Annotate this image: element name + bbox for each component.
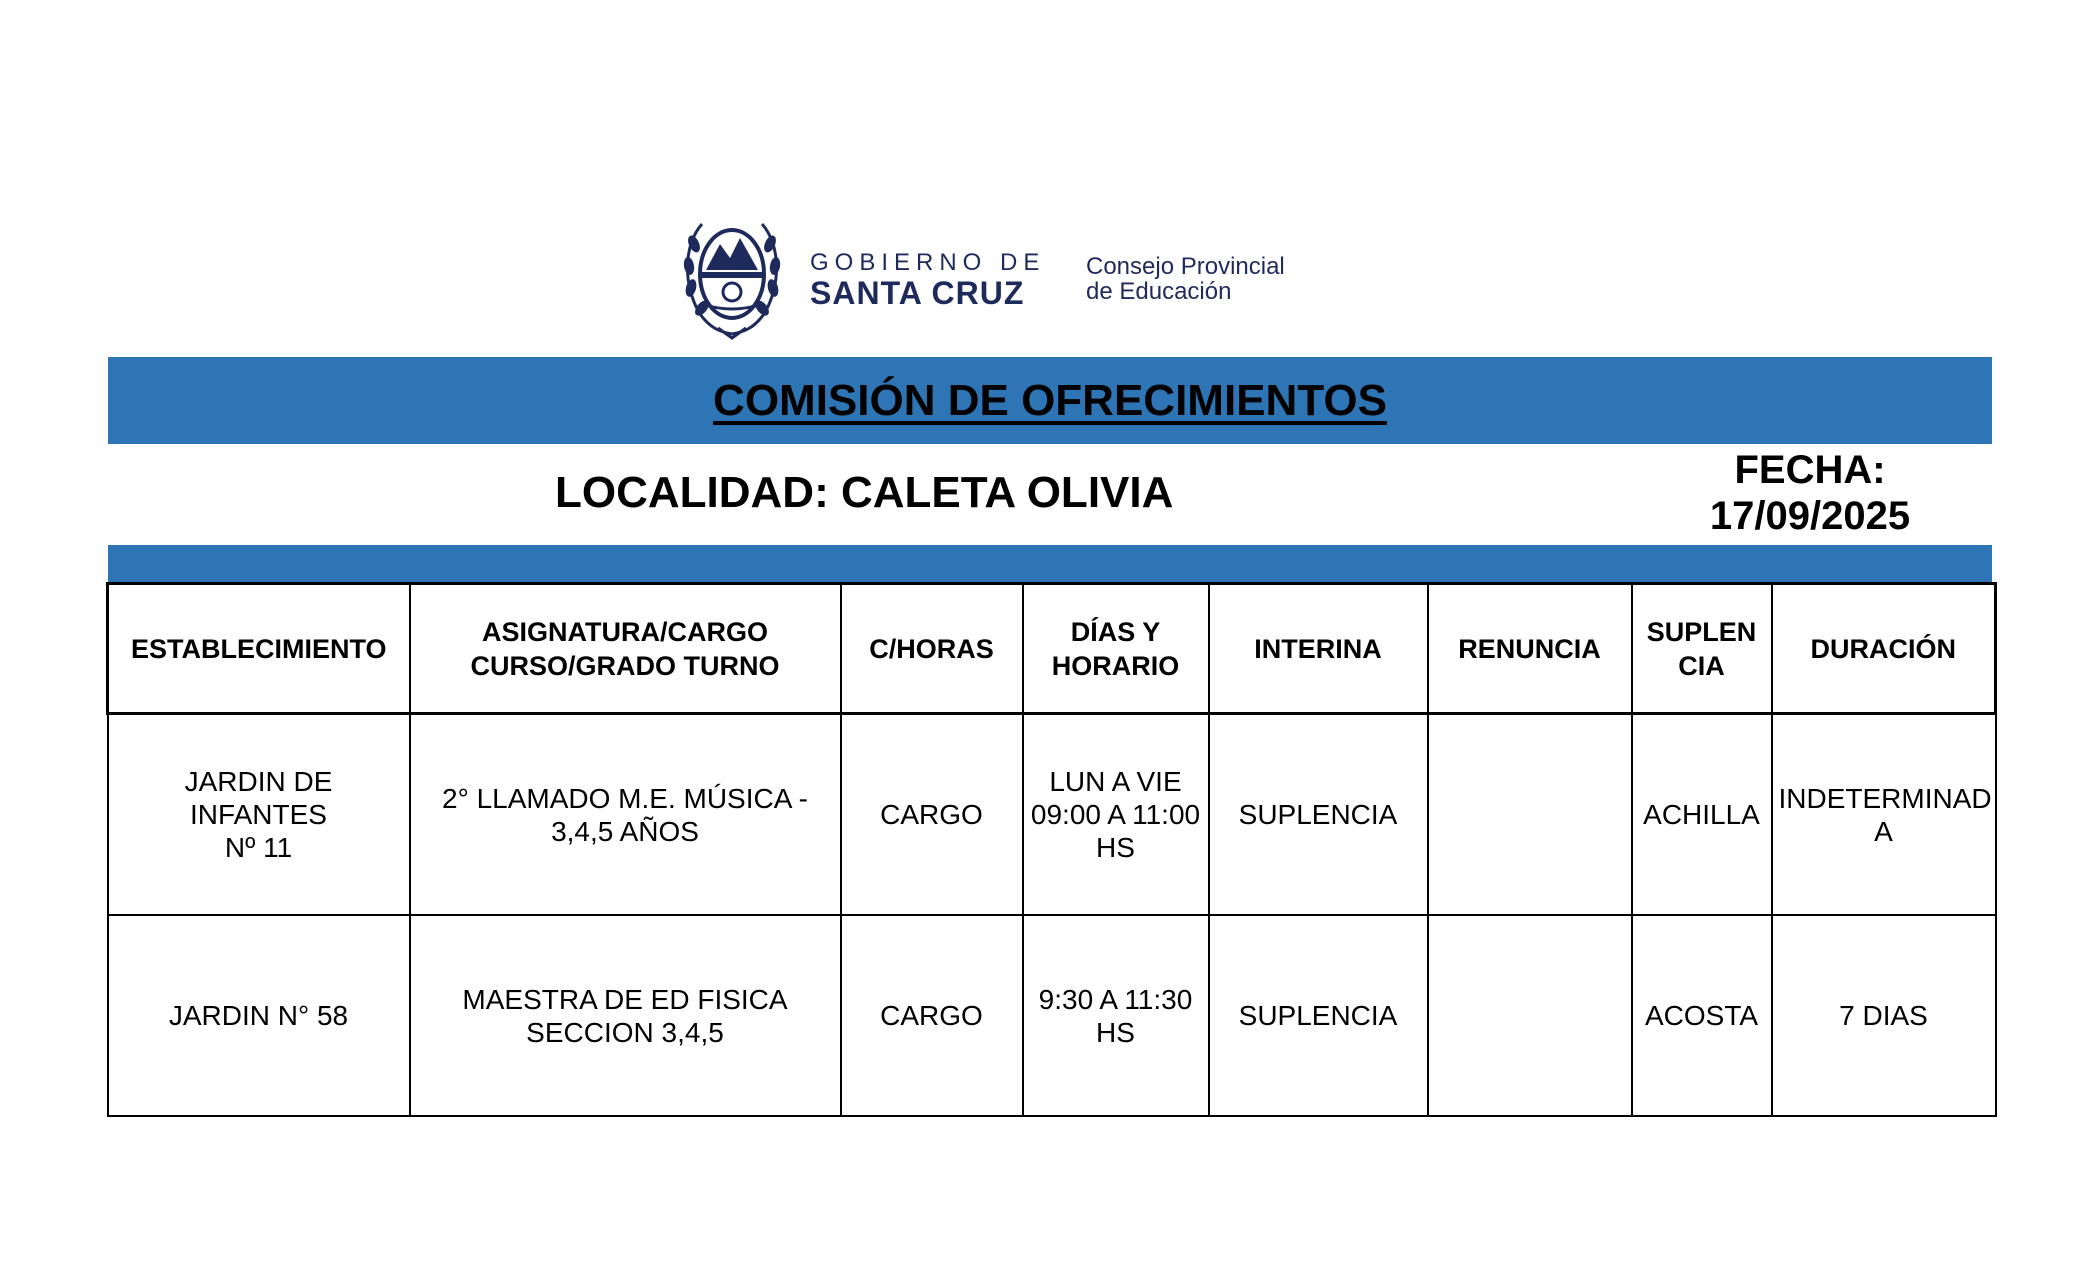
date-label: FECHA: xyxy=(1734,448,1886,492)
title-banner xyxy=(108,357,1992,444)
gov-line2: SANTA CRUZ xyxy=(810,275,1025,311)
gov-line1: GOBIERNO DE xyxy=(810,249,1046,276)
council-line1: Consejo Provincial xyxy=(1086,253,1285,280)
cell-interina: SUPLENCIA xyxy=(1209,915,1428,1116)
cell-establecimiento: JARDIN DE INFANTES Nº 11 xyxy=(108,714,410,916)
column-header: SUPLEN CIA xyxy=(1632,584,1772,714)
cell-renuncia xyxy=(1428,714,1632,916)
column-header: DÍAS Y HORARIO xyxy=(1023,584,1209,714)
santa-cruz-coat-of-arms-icon xyxy=(680,214,784,342)
column-header: INTERINA xyxy=(1209,584,1428,714)
council-line2: de Educación xyxy=(1086,278,1232,305)
cell-suplencia: ACOSTA xyxy=(1632,915,1772,1116)
cell-establecimiento: JARDIN N° 58 xyxy=(108,915,410,1116)
cell-dias-horario: LUN A VIE 09:00 A 11:00 HS xyxy=(1023,714,1209,916)
cell-suplencia: ACHILLA xyxy=(1632,714,1772,916)
divider-stripe xyxy=(108,545,1992,582)
cell-interina: SUPLENCIA xyxy=(1209,714,1428,916)
table-header-row xyxy=(108,584,1996,714)
page-title: COMISIÓN DE OFRECIMIENTOS xyxy=(713,375,1387,425)
table-row xyxy=(108,915,1996,1116)
date-block xyxy=(1690,447,1930,539)
column-header: ASIGNATURA/CARGO CURSO/GRADO TURNO xyxy=(410,584,841,714)
council-name xyxy=(1086,254,1285,304)
cell-asignatura: 2° LLAMADO M.E. MÚSICA - 3,4,5 AÑOS xyxy=(410,714,841,916)
offers-table xyxy=(106,582,1997,1117)
cell-duracion: INDETERMINAD A xyxy=(1772,714,1996,916)
cell-asignatura: MAESTRA DE ED FISICA SECCION 3,4,5 xyxy=(410,915,841,1116)
government-logo xyxy=(680,214,1320,344)
cell-c-horas: CARGO xyxy=(841,714,1023,916)
cell-duracion: 7 DIAS xyxy=(1772,915,1996,1116)
cell-dias-horario: 9:30 A 11:30 HS xyxy=(1023,915,1209,1116)
table-row xyxy=(108,714,1996,916)
column-header: C/HORAS xyxy=(841,584,1023,714)
date-value: 17/09/2025 xyxy=(1709,494,1911,538)
locality-label: LOCALIDAD: CALETA OLIVIA xyxy=(555,468,1174,517)
government-name xyxy=(810,250,1045,310)
cell-c-horas: CARGO xyxy=(841,915,1023,1116)
cell-renuncia xyxy=(1428,915,1632,1116)
column-header: ESTABLECIMIENTO xyxy=(108,584,410,714)
column-header: RENUNCIA xyxy=(1428,584,1632,714)
column-header: DURACIÓN xyxy=(1772,584,1996,714)
